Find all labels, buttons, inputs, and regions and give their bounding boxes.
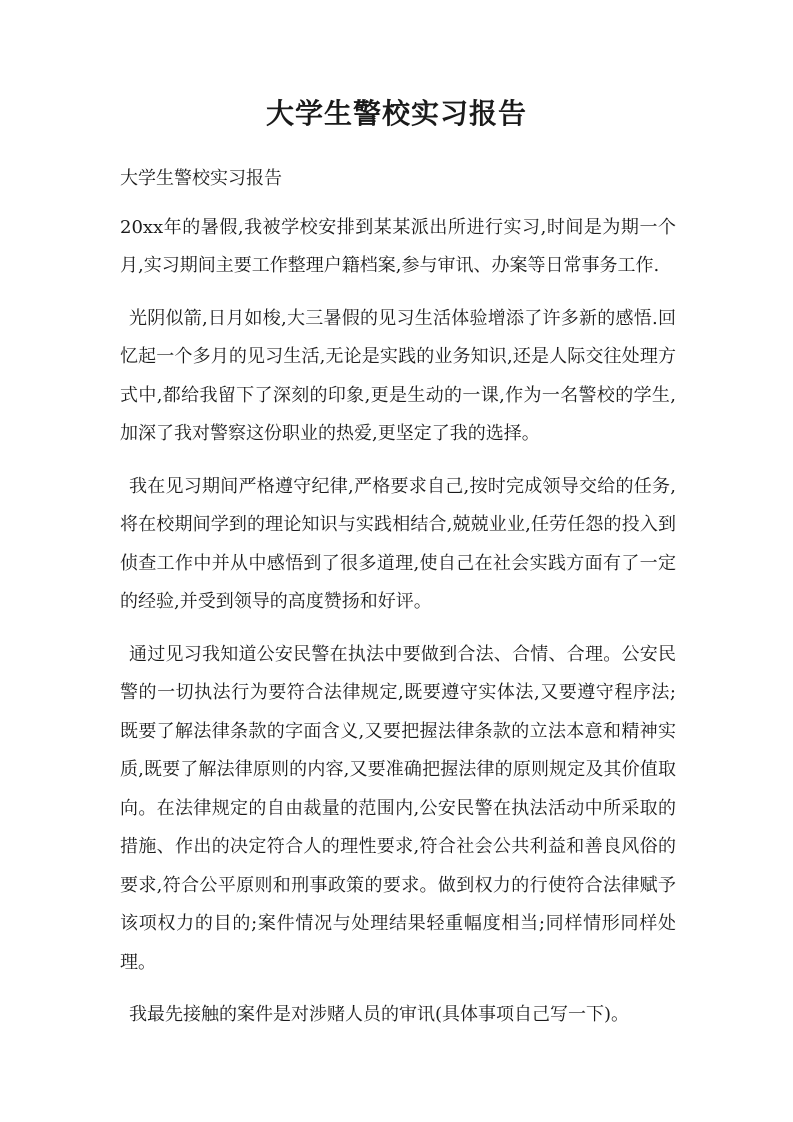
document-title: 大学生警校实习报告 [265,97,527,130]
paragraph-2: 光阴似箭,日月如梭,大三暑假的见习生活体验增添了许多新的感悟.回忆起一个多月的见习生活,无论是实践的业务知识,还是人际交往处理方式中,都给我留下了深刻的印象,更是生动的一课,作为一名警校的学生,加深了我对警察这份职业的热爱,更坚定了我的选择。 [120,307,676,444]
document-body [120,160,676,1049]
paragraph-3: 我在见习期间严格遵守纪律,严格要求自己,按时完成领导交给的任务,将在校期间学到的理论知识与实践相结合,兢兢业业,任劳任怨的投入到侦查工作中并从中感悟到了很多道理,使自己在社会实践方面有了一定的经验,并受到领导的高度赞扬和好评。 [120,475,676,612]
document-subtitle: 大学生警校实习报告 [120,168,282,189]
paragraph-5: 我最先接触的案件是对涉赌人员的审讯(具体事项自己写一下)。 [129,1004,630,1025]
paragraph-4: 通过见习我知道公安民警在执法中要做到合法、合情、合理。公安民警的一切执法行为要符合法律规定,既要遵守实体法,又要遵守程序法;既要了解法律条款的字面含义,又要把握法律条款的立法本意和精神实质,既要了解法律原则的内容,又要准确把握法律的原则规定及其价值取向。在法律规定的自由裁量的范围内,公安民警在执法活动中所采取的措施、作出的决定符合人的理性要求,符合社会公共利益和善良风俗的要求,符合公平原则和刑事政策的要求。做到权力的行使符合法律赋予该项权力的目的;案件情况与处理结果轻重幅度相当;同样情形同样处理。 [120,643,676,973]
paragraph-1: 20xx年的暑假,我被学校安排到某某派出所进行实习,时间是为期一个月,实习期间主要工作整理户籍档案,参与审讯、办案等日常事务工作. [120,216,676,276]
